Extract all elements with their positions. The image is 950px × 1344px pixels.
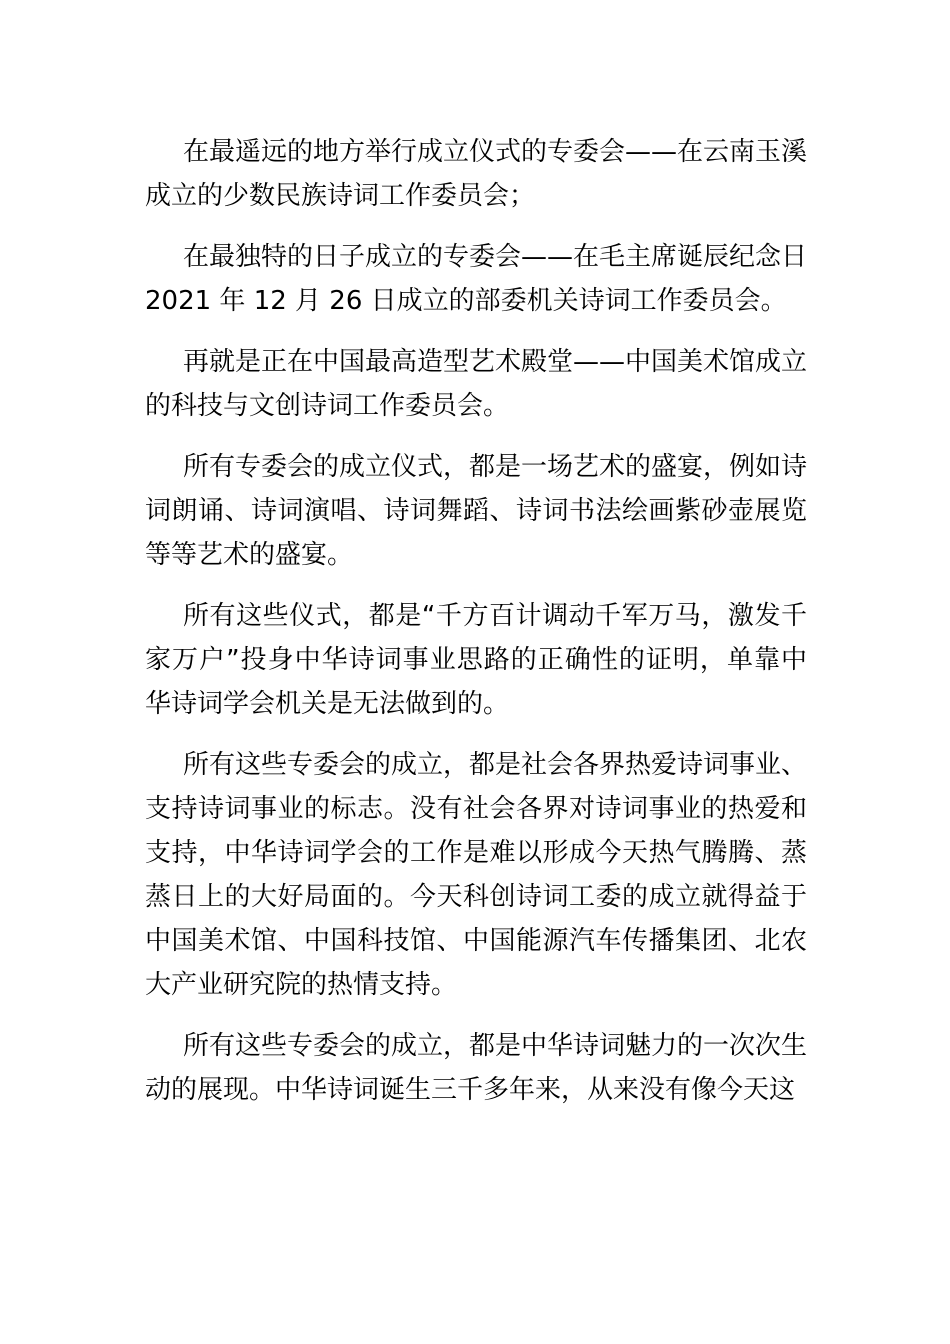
paragraph-1: 在最遥远的地方举行成立仪式的专委会——在云南玉溪成立的少数民族诗词工作委员会； [145,137,808,211]
paragraph-5: 所有这些仪式，都是“千方百计调动千军万马，激发千家万户”投身中华诗词事业思路的正确性的证明，单靠中华诗词学会机关是无法做到的。 [145,601,807,719]
document-body [145,130,807,1129]
paragraph-6: 所有这些专委会的成立，都是社会各界热爱诗词事业、支持诗词事业的标志。没有社会各界对诗词事业的热爱和支持，中华诗词学会的工作是难以形成今天热气腾腾、蒸蒸日上的大好局面的。今天科创诗词工委的成立就得益于中国美术馆、中国科技馆、中国能源汽车传播集团、北农大产业研究院的热情支持。 [145,750,808,1000]
paragraph-7: 所有这些专委会的成立，都是中华诗词魅力的一次次生动的展现。中华诗词诞生三千多年来，从来没有像今天这 [145,1031,808,1105]
paragraph-4: 所有专委会的成立仪式，都是一场艺术的盛宴，例如诗词朗诵、诗词演唱、诗词舞蹈、诗词书法绘画紫砂壶展览等等艺术的盛宴。 [145,452,808,570]
paragraph-3: 再就是正在中国最高造型艺术殿堂——中国美术馆成立的科技与文创诗词工作委员会。 [145,347,808,421]
paragraph-2: 在最独特的日子成立的专委会——在毛主席诞辰纪念日2021 年 12 月 26 日成立的部委机关诗词工作委员会。 [145,242,808,316]
